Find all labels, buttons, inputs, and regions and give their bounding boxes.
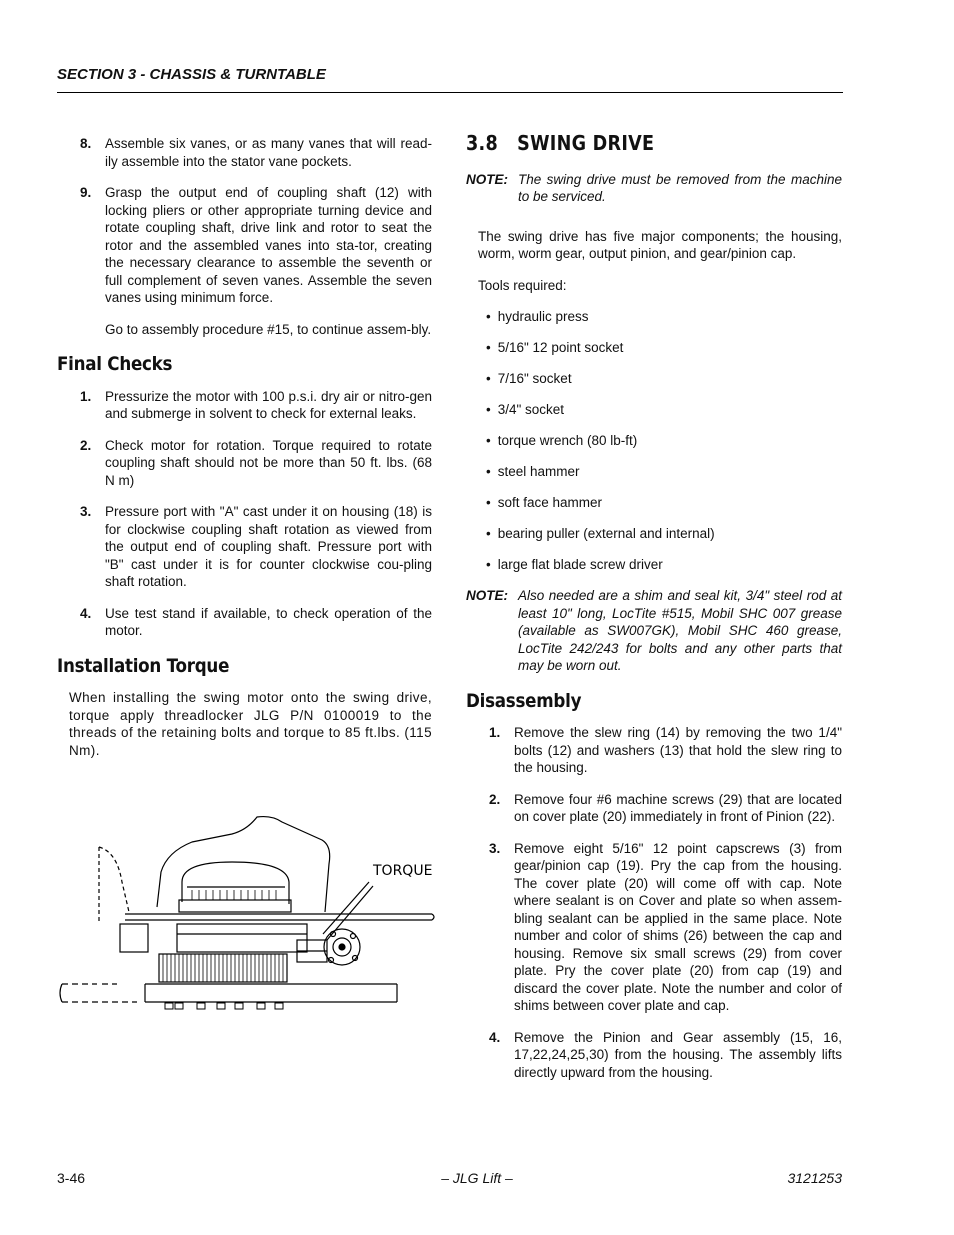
step-text: Pressurize the motor with 100 p.s.i. dry air or nitro-gen and submerge in solvent to check for external leaks. xyxy=(105,388,432,421)
disassembly-heading: Disassembly xyxy=(466,689,582,712)
step-number: 3. xyxy=(489,840,501,856)
disassembly-step-1 xyxy=(466,724,842,777)
note-label: NOTE: xyxy=(466,171,508,187)
disassembly-step-3 xyxy=(466,840,842,1015)
step-text: Remove the Pinion and Gear assembly (15, 16, 17,22,24,25,30) from the housing. The assembly lifts directly upward from the housing. xyxy=(514,1029,842,1080)
step-text: Check motor for rotation. Torque required to rotate coupling shaft should not be more than 50 ft. lbs. (68 N m) xyxy=(105,437,432,488)
disassembly-step-4 xyxy=(466,1029,842,1082)
installation-torque-heading: Installation Torque xyxy=(57,654,230,677)
list-item: • hydraulic press xyxy=(486,308,842,326)
page-header xyxy=(57,64,843,93)
step-number: 1. xyxy=(80,388,92,404)
installation-torque-text: When installing the swing motor onto the swing drive, torque apply threadlocker JLG P/N 0100019 to the threads of the retaining bolts and torque to 85 ft.lbs. (115 Nm). xyxy=(69,690,432,758)
section-title: SECTION 3 - CHASSIS & TURNTABLE xyxy=(57,66,326,83)
note-1 xyxy=(466,171,842,206)
list-item: • steel hammer xyxy=(486,463,842,481)
footer-center-text: – JLG Lift – xyxy=(441,1170,513,1186)
final-check-2 xyxy=(57,437,432,490)
step-number: 8. xyxy=(80,136,92,151)
list-item: • torque wrench (80 lb-ft) xyxy=(486,432,842,450)
torque-label: TORQUE xyxy=(373,863,433,879)
step-8 xyxy=(57,135,432,170)
document-number: 3121253 xyxy=(787,1170,842,1186)
note-text: Also needed are a shim and seal kit, 3/4" steel rod at least 10" long, LocTite #515, Mobil SHC 007 grease (available as SW007GK), Mobil SHC 460 grease, LocTite 242/243 for bolts and any other parts that may be worn out. xyxy=(518,588,842,673)
step-number: 9. xyxy=(80,185,92,200)
tools-list xyxy=(486,308,842,574)
step-9 xyxy=(57,184,432,307)
list-item: • soft face hammer xyxy=(486,494,842,512)
step-text: Remove four #6 machine screws (29) that are located on cover plate (20) immediately in front of Pinion (22). xyxy=(514,791,842,824)
tools-required-label: Tools required: xyxy=(478,277,567,293)
step-text: Remove the slew ring (14) by removing the two 1/4" bolts (12) and washers (13) that hold the slew ring to the housing. xyxy=(514,725,842,775)
swing-motor-figure xyxy=(57,812,437,1017)
step-text: Assemble six vanes, or as many vanes that will read-ily assemble into the stator vane pockets. xyxy=(105,136,432,169)
step-text: Remove eight 5/16" 12 point capscrews (3) from gear/pinion cap (19). Pry the cap from the housing. The cover plate (20) will come off with cap. Note where sealant is on Cover and plate so when assem-bling sealant can be applied in the same place. Note number and color of shims (26) between the cap and housing. Remove six small screws (29) from cover plate. Pry the cover plate (20) from cap (19) and discard the cover plate. Note the number and color of shims between cover plate and cap. xyxy=(514,840,842,1013)
list-item: • bearing puller (external and internal) xyxy=(486,525,842,543)
step-number: 2. xyxy=(80,437,92,453)
note-text: The swing drive must be removed from the machine to be serviced. xyxy=(518,171,842,204)
page-number: 3-46 xyxy=(57,1170,86,1186)
list-item: • 5/16" 12 point socket xyxy=(486,339,842,357)
final-checks-heading: Final Checks xyxy=(57,353,173,375)
step-text: Use test stand if available, to check operation of the motor. xyxy=(105,605,432,638)
swing-drive-intro: The swing drive has five major components; the housing, worm, worm gear, output pinion, and gear/pinion cap. xyxy=(478,228,842,261)
step-number: 3. xyxy=(80,504,92,519)
disassembly-step-2 xyxy=(466,791,842,826)
note-label: NOTE: xyxy=(466,588,508,603)
list-item: • 3/4" socket xyxy=(486,401,842,419)
step-number: 4. xyxy=(489,1029,501,1045)
left-column xyxy=(57,135,432,773)
step-number: 2. xyxy=(489,791,501,807)
step-number: 1. xyxy=(489,725,501,740)
step-9-followup: Go to assembly procedure #15, to continue assem-bly. xyxy=(105,321,432,337)
swing-drive-heading: 3.8 SWING DRIVE xyxy=(466,131,655,155)
final-check-1 xyxy=(57,388,432,423)
swing-motor-drawing xyxy=(57,812,437,1017)
final-check-4 xyxy=(57,605,432,640)
step-text: Grasp the output end of coupling shaft (12) with locking pliers or other appropriate turning device and rotate coupling shaft, drive link and rotor to seat the rotor and the assembled vanes into sta-tor, creating the necessary clearance to assemble the seventh or full complement of seven vanes. Assemble the seven vanes using minimum force. xyxy=(105,185,432,305)
step-text: Pressure port with "A" cast under it on housing (18) is for clockwise coupling shaft rotation as viewed from the output end of coupling shaft. Pressure port with "B" cast under it is for counter clockwise cou-pling shaft rotation. xyxy=(105,504,432,589)
list-item: • large flat blade screw driver xyxy=(486,556,842,574)
final-check-3 xyxy=(57,503,432,591)
list-item: • 7/16" socket xyxy=(486,370,842,388)
right-column xyxy=(466,131,842,1095)
note-2 xyxy=(466,587,842,675)
step-number: 4. xyxy=(80,605,92,621)
